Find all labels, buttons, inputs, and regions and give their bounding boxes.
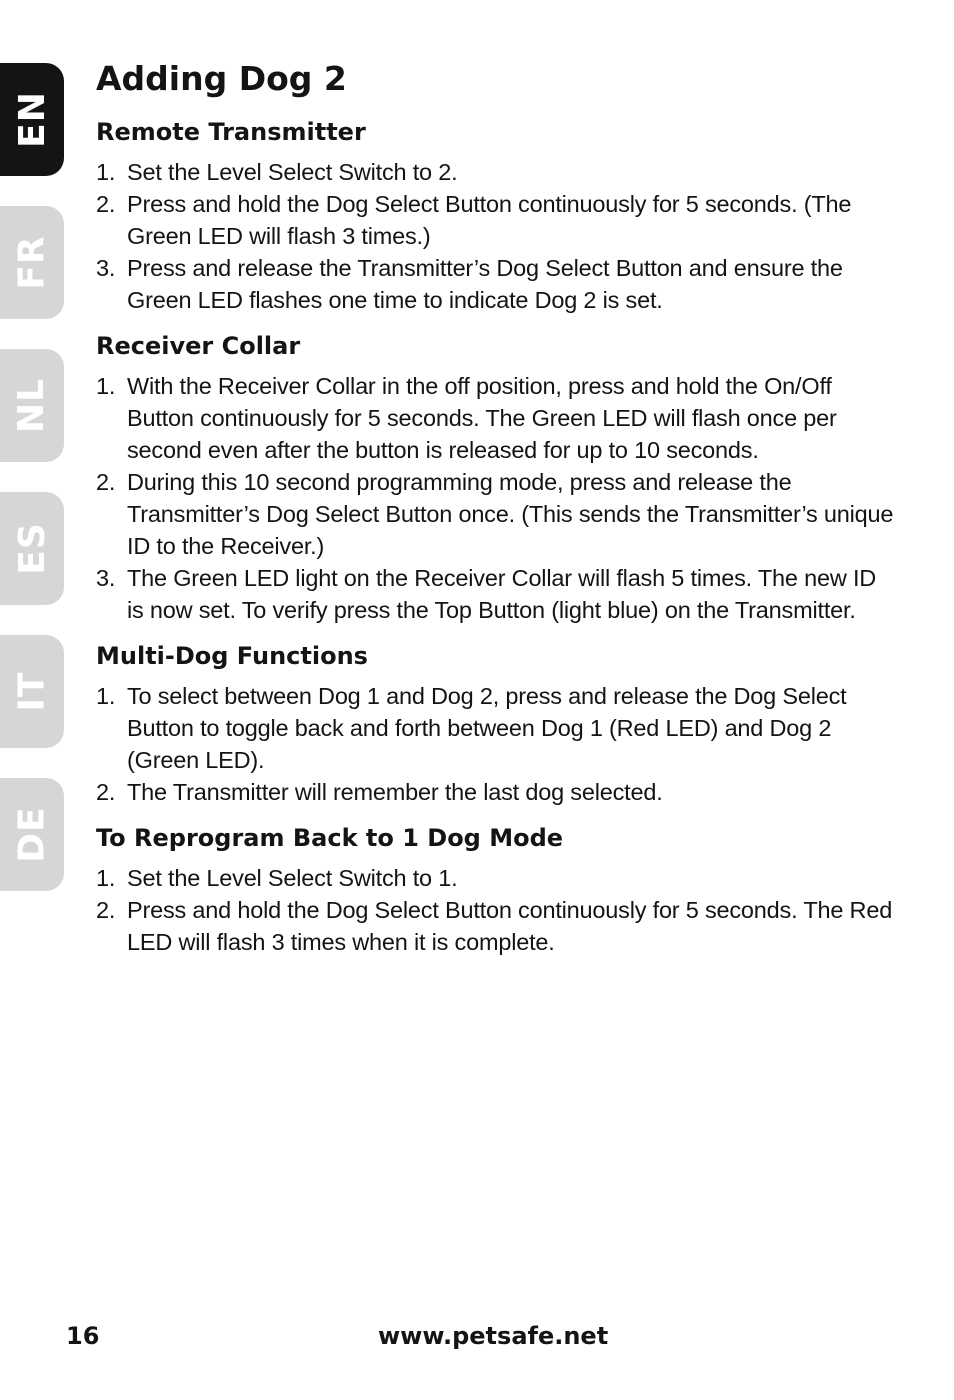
list-item [96, 156, 896, 188]
step-text: During this 10 second programming mode, press and release the Transmitter’s Dog Select Button once. (This sends the Transmitter’s unique ID to the Receiver.) [127, 469, 894, 559]
step-text: Press and hold the Dog Select Button continuously for 5 seconds. (The Green LED will flash 3 times.) [127, 191, 852, 249]
list-item [96, 562, 896, 626]
step-text: Set the Level Select Switch to 1. [127, 865, 458, 891]
tab-it[interactable] [0, 635, 64, 748]
section-heading: Remote Transmitter [96, 118, 366, 146]
step-text: The Green LED light on the Receiver Collar will flash 5 times. The new ID is now set. To verify press the Top Button (light blue) on the Transmitter. [127, 565, 877, 623]
page-title: Adding Dog 2 [96, 59, 347, 98]
step-text: The Transmitter will remember the last dog selected. [127, 779, 663, 805]
list-item [96, 776, 896, 808]
step-text: To select between Dog 1 and Dog 2, press and release the Dog Select Button to toggle back and forth between Dog 1 (Red LED) and Dog 2 (Green LED). [127, 683, 847, 773]
step-list [96, 370, 896, 626]
tab-label-es: ES [11, 522, 53, 575]
step-number: 3. [96, 255, 116, 281]
list-item [96, 862, 896, 894]
step-number: 1. [96, 159, 116, 185]
section-multi-dog-functions [96, 640, 896, 808]
step-list [96, 680, 896, 808]
step-number: 2. [96, 191, 116, 217]
step-text: Press and release the Transmitter’s Dog Select Button and ensure the Green LED flashes one time to indicate Dog 2 is set. [127, 255, 843, 313]
page-number: 16 [66, 1322, 100, 1350]
section-remote-transmitter [96, 116, 896, 316]
section-receiver-collar [96, 330, 896, 626]
step-number: 2. [96, 469, 116, 495]
step-text: Set the Level Select Switch to 2. [127, 159, 458, 185]
step-number: 2. [96, 897, 116, 923]
step-text: Press and hold the Dog Select Button continuously for 5 seconds. The Red LED will flash 3 times when it is complete. [127, 897, 893, 955]
step-number: 1. [96, 373, 116, 399]
step-number: 3. [96, 565, 116, 591]
step-text: With the Receiver Collar in the off position, press and hold the On/Off Button continuously for 5 seconds. The Green LED will flash once per second even after the button is released for up to 10 seconds. [127, 373, 837, 463]
page-content [96, 54, 896, 972]
section-reprogram-1-dog [96, 822, 896, 958]
tab-label-en: EN [11, 91, 53, 148]
tab-fr[interactable] [0, 206, 64, 319]
section-heading: Receiver Collar [96, 332, 301, 360]
tab-label-nl: NL [11, 377, 53, 434]
tab-en[interactable] [0, 63, 64, 176]
step-number: 1. [96, 865, 116, 891]
list-item [96, 466, 896, 562]
step-number: 1. [96, 683, 116, 709]
tab-label-fr: FR [11, 235, 53, 290]
step-list [96, 862, 896, 958]
language-tabs [0, 0, 64, 1400]
list-item [96, 252, 896, 316]
tab-es[interactable] [0, 492, 64, 605]
list-item [96, 370, 896, 466]
list-item [96, 680, 896, 776]
tab-nl[interactable] [0, 349, 64, 462]
tab-label-de: DE [11, 806, 53, 863]
footer-url[interactable]: www.petsafe.net [378, 1322, 609, 1350]
section-heading: Multi-Dog Functions [96, 642, 368, 670]
step-number: 2. [96, 779, 116, 805]
list-item [96, 188, 896, 252]
tab-de[interactable] [0, 778, 64, 891]
list-item [96, 894, 896, 958]
step-list [96, 156, 896, 316]
tab-label-it: IT [11, 671, 53, 712]
section-heading: To Reprogram Back to 1 Dog Mode [96, 824, 564, 852]
